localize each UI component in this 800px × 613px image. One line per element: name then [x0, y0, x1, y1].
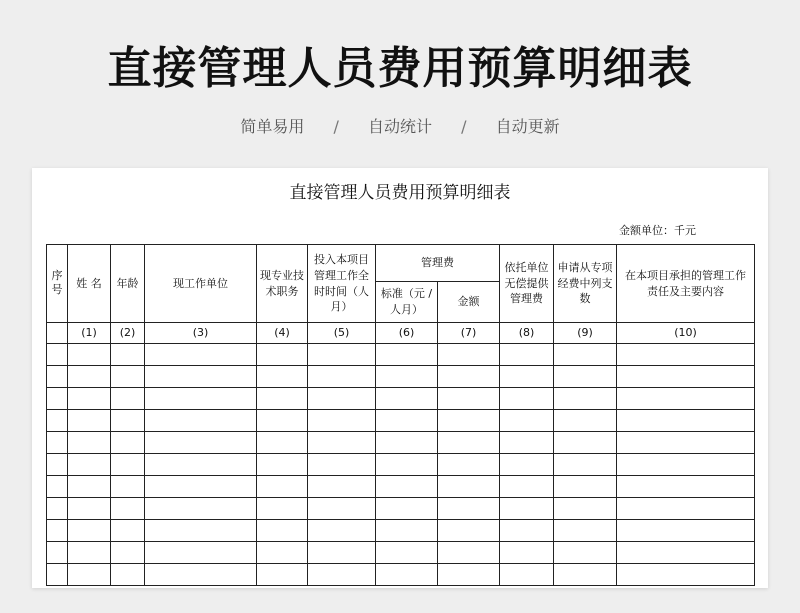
- table-body: [47, 344, 755, 586]
- table-cell: [376, 432, 438, 454]
- table-cell: [376, 476, 438, 498]
- table-cell: [500, 410, 554, 432]
- table-cell: [68, 542, 111, 564]
- table-cell: [68, 520, 111, 542]
- table-cell: [438, 454, 500, 476]
- table-cell: [500, 344, 554, 366]
- table-cell: [554, 520, 617, 542]
- table-row: [47, 564, 755, 586]
- table-cell: [145, 476, 257, 498]
- table-cell: [257, 344, 308, 366]
- table-cell: [308, 498, 376, 520]
- table-cell: [111, 432, 145, 454]
- table-cell: [68, 432, 111, 454]
- table-cell: [554, 498, 617, 520]
- table-cell: [47, 366, 68, 388]
- table-cell: [68, 454, 111, 476]
- table-cell: [145, 498, 257, 520]
- header-management-fee: 管理费: [376, 245, 500, 282]
- tag-separator: /: [333, 117, 339, 136]
- table-cell: [500, 542, 554, 564]
- table-cell: [617, 542, 755, 564]
- table-cell: [111, 388, 145, 410]
- amount-unit-note: 金额单位：千元: [619, 224, 696, 237]
- table-row: [47, 410, 755, 432]
- header-standard: 标准（元 / 人月）: [376, 282, 438, 323]
- table-cell: [617, 454, 755, 476]
- column-number-row: [47, 323, 755, 344]
- table-cell: [111, 476, 145, 498]
- tag-separator: /: [461, 117, 467, 136]
- table-cell: [500, 388, 554, 410]
- table-cell: [257, 454, 308, 476]
- table-cell: [554, 344, 617, 366]
- table-cell: [438, 388, 500, 410]
- table-row: [47, 520, 755, 542]
- table-cell: [500, 498, 554, 520]
- table-cell: [617, 344, 755, 366]
- table-cell: [257, 564, 308, 586]
- table-row: [47, 476, 755, 498]
- header-seq: 序号: [47, 245, 68, 323]
- table-cell: [554, 432, 617, 454]
- table-cell: [376, 454, 438, 476]
- header-amount: 金额: [438, 282, 500, 323]
- table-cell: [617, 432, 755, 454]
- table-cell: [111, 520, 145, 542]
- table-cell: [47, 344, 68, 366]
- table-cell: [617, 476, 755, 498]
- table-cell: [617, 564, 755, 586]
- column-number: (4): [257, 323, 308, 344]
- table-cell: [111, 542, 145, 564]
- table-cell: [47, 432, 68, 454]
- table-cell: [438, 366, 500, 388]
- table-cell: [500, 476, 554, 498]
- tag-auto-update: 自动更新: [495, 117, 560, 136]
- table-cell: [554, 410, 617, 432]
- table-cell: [145, 410, 257, 432]
- table-cell: [617, 520, 755, 542]
- header-special-fund: 申请从专项经费中列支数: [554, 245, 617, 323]
- table-cell: [47, 498, 68, 520]
- table-row: [47, 542, 755, 564]
- table-cell: [500, 520, 554, 542]
- header-fulltime-months: 投入本项目管理工作全时时间（人月）: [308, 245, 376, 323]
- budget-table: [46, 244, 755, 586]
- table-cell: [554, 454, 617, 476]
- table-cell: [308, 520, 376, 542]
- table-cell: [257, 476, 308, 498]
- table-cell: [554, 388, 617, 410]
- table-cell: [438, 344, 500, 366]
- feature-taglines: [0, 114, 800, 137]
- table-row: [47, 344, 755, 366]
- table-cell: [47, 520, 68, 542]
- header-unpaid-fee: 依托单位无偿提供管理费: [500, 245, 554, 323]
- table-cell: [68, 498, 111, 520]
- table-cell: [111, 498, 145, 520]
- column-number: (8): [500, 323, 554, 344]
- table-cell: [47, 564, 68, 586]
- table-cell: [554, 564, 617, 586]
- table-row: [47, 432, 755, 454]
- table-cell: [500, 564, 554, 586]
- table-cell: [111, 344, 145, 366]
- table-cell: [438, 498, 500, 520]
- table-cell: [145, 520, 257, 542]
- table-cell: [438, 520, 500, 542]
- table-cell: [111, 366, 145, 388]
- table-cell: [438, 542, 500, 564]
- table-cell: [308, 388, 376, 410]
- table-cell: [308, 366, 376, 388]
- table-cell: [47, 388, 68, 410]
- table-cell: [438, 432, 500, 454]
- column-number: (5): [308, 323, 376, 344]
- column-number: (3): [145, 323, 257, 344]
- table-cell: [376, 520, 438, 542]
- table-cell: [438, 476, 500, 498]
- spreadsheet-preview: [32, 168, 768, 588]
- table-cell: [47, 410, 68, 432]
- table-cell: [500, 432, 554, 454]
- table-cell: [500, 454, 554, 476]
- table-cell: [257, 498, 308, 520]
- column-number: (10): [617, 323, 755, 344]
- table-cell: [308, 542, 376, 564]
- sheet-title: 直接管理人员费用预算明细表: [289, 183, 511, 203]
- header-workplace: 现工作单位: [145, 245, 257, 323]
- table-cell: [376, 366, 438, 388]
- table-cell: [145, 454, 257, 476]
- table-cell: [308, 476, 376, 498]
- table-cell: [308, 454, 376, 476]
- table-cell: [257, 410, 308, 432]
- header-name: 姓 名: [68, 245, 111, 323]
- table-cell: [257, 520, 308, 542]
- table-cell: [376, 542, 438, 564]
- table-cell: [376, 564, 438, 586]
- table-cell: [145, 366, 257, 388]
- table-cell: [617, 388, 755, 410]
- column-number: (6): [376, 323, 438, 344]
- header-row: [47, 245, 755, 282]
- table-cell: [617, 498, 755, 520]
- table-cell: [145, 542, 257, 564]
- table-cell: [376, 498, 438, 520]
- header-age: 年龄: [111, 245, 145, 323]
- table-cell: [257, 432, 308, 454]
- table-cell: [47, 542, 68, 564]
- column-number: (9): [554, 323, 617, 344]
- table-row: [47, 388, 755, 410]
- table-cell: [554, 542, 617, 564]
- tag-auto-stat: 自动统计: [367, 117, 432, 136]
- table-cell: [308, 410, 376, 432]
- header-duties: 在本项目承担的管理工作责任及主要内容: [617, 245, 755, 323]
- table-row: [47, 454, 755, 476]
- table-cell: [68, 410, 111, 432]
- page-title: 直接管理人员费用预算明细表: [107, 43, 693, 94]
- table-cell: [376, 410, 438, 432]
- tag-easy: 简单易用: [240, 117, 305, 136]
- table-cell: [257, 366, 308, 388]
- table-cell: [617, 366, 755, 388]
- table-cell: [68, 476, 111, 498]
- table-cell: [47, 454, 68, 476]
- table-cell: [257, 388, 308, 410]
- table-cell: [554, 366, 617, 388]
- table-cell: [145, 388, 257, 410]
- table-cell: [68, 388, 111, 410]
- table-cell: [438, 564, 500, 586]
- table-cell: [376, 344, 438, 366]
- header-position: 现专业技术职务: [257, 245, 308, 323]
- table-cell: [68, 366, 111, 388]
- table-cell: [500, 366, 554, 388]
- table-cell: [308, 564, 376, 586]
- table-cell: [145, 432, 257, 454]
- column-number: (2): [111, 323, 145, 344]
- table-cell: [145, 344, 257, 366]
- table-cell: [111, 410, 145, 432]
- table-cell: [47, 323, 68, 344]
- table-cell: [145, 564, 257, 586]
- table-cell: [257, 542, 308, 564]
- table-cell: [111, 564, 145, 586]
- table-cell: [68, 564, 111, 586]
- column-number: (7): [438, 323, 500, 344]
- table-cell: [308, 344, 376, 366]
- table-cell: [438, 410, 500, 432]
- table-cell: [308, 432, 376, 454]
- table-cell: [47, 476, 68, 498]
- table-cell: [554, 476, 617, 498]
- table-cell: [376, 388, 438, 410]
- table-row: [47, 498, 755, 520]
- table-cell: [68, 344, 111, 366]
- table-cell: [617, 410, 755, 432]
- column-number: (1): [68, 323, 111, 344]
- table-cell: [111, 454, 145, 476]
- table-row: [47, 366, 755, 388]
